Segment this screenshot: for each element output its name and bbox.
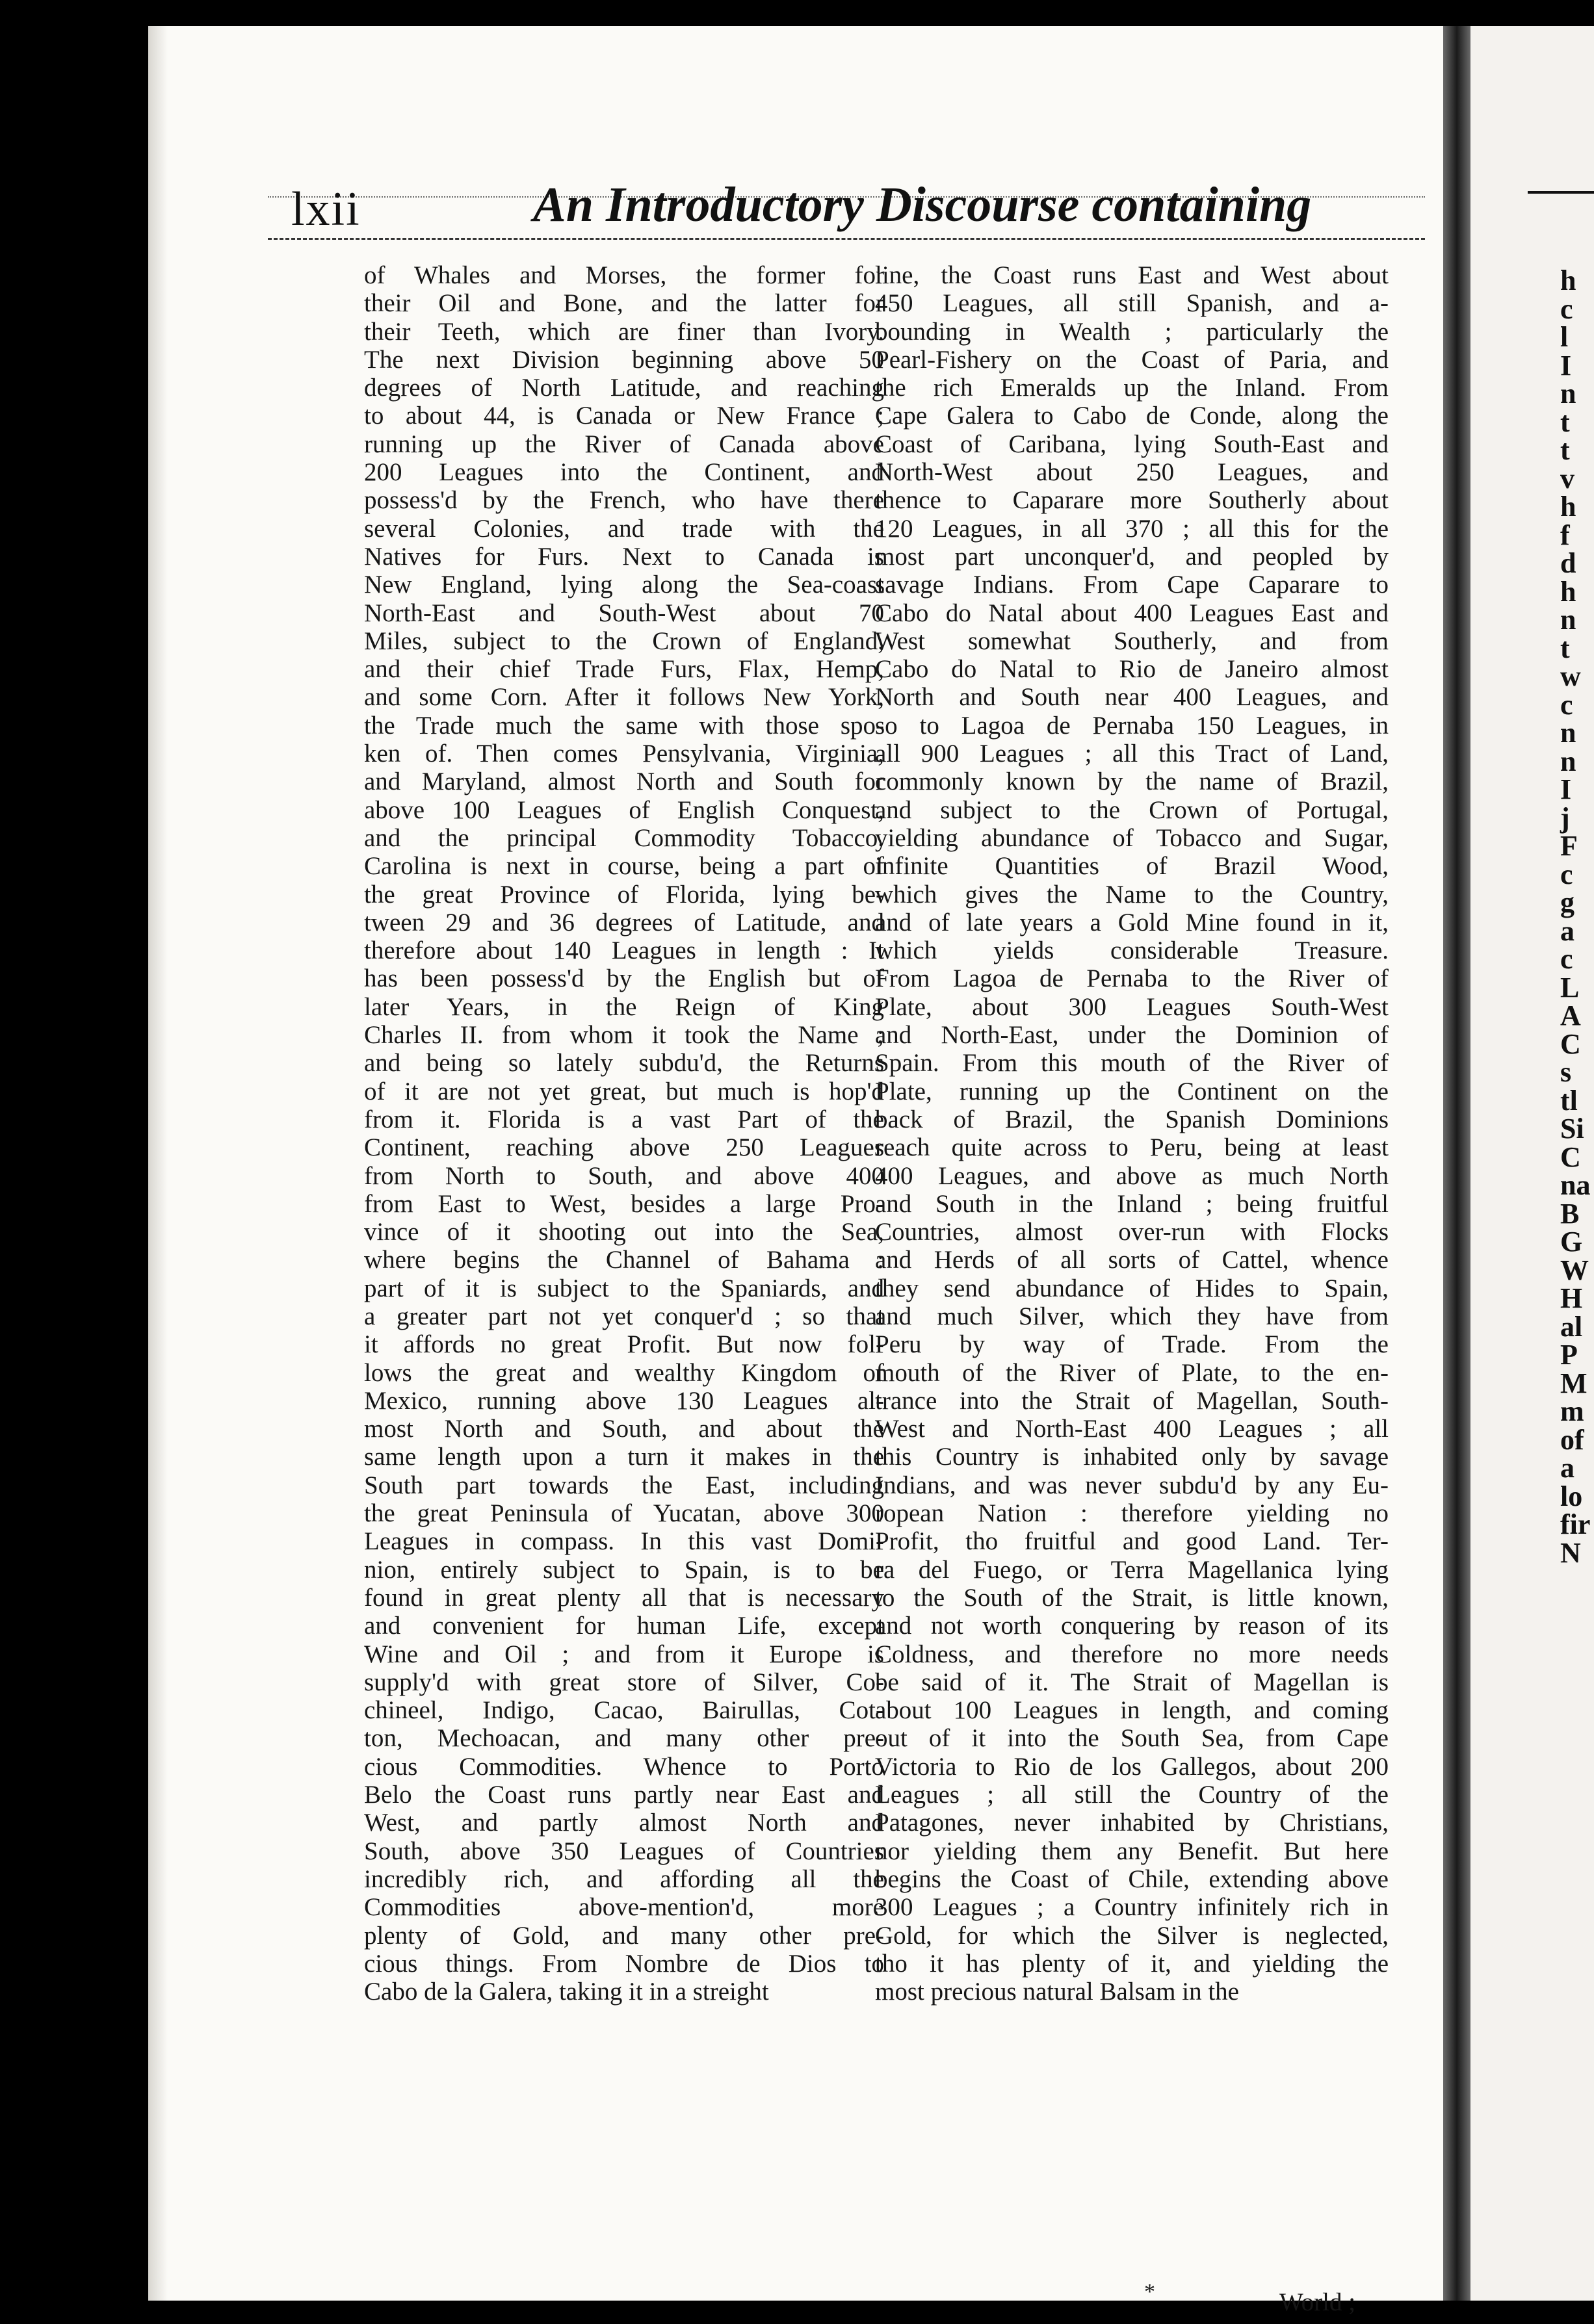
facing-fragment: lo	[1560, 1480, 1583, 1512]
text-line: Cabo do Natal to Rio de Janeiro almost	[875, 655, 1389, 684]
running-title: An Introductory Discourse containing	[533, 177, 1312, 232]
text-line: tho it has plenty of it, and yielding the	[875, 1949, 1389, 1978]
facing-fragment: Si	[1560, 1113, 1584, 1144]
text-line: possess'd by the French, who have there	[364, 486, 884, 515]
signature-mark: *	[1144, 2280, 1155, 2304]
text-line: Plate, running up the Continent on the	[875, 1077, 1389, 1105]
text-line: savage Indians. From Cape Caparare to	[875, 571, 1389, 599]
facing-fragment: fir	[1560, 1508, 1591, 1540]
text-line: of it are not yet great, but much is hop'd	[364, 1077, 884, 1105]
facing-fragment: C	[1560, 1027, 1581, 1060]
text-line: nor yielding them any Benefit. But here	[875, 1837, 1389, 1865]
facing-fragment: M	[1560, 1367, 1587, 1399]
text-line: back of Brazil, the Spanish Dominions	[875, 1105, 1389, 1133]
text-line: where begins the Channel of Bahama :	[364, 1246, 884, 1274]
text-line: be said of it. The Strait of Magellan is	[875, 1668, 1389, 1696]
text-line: therefore about 140 Leagues in length : It	[364, 936, 884, 965]
text-line: bounding in Wealth ; particularly the	[875, 317, 1389, 346]
left-column	[364, 261, 884, 2006]
facing-fragment: s	[1560, 1056, 1572, 1088]
text-line: West somewhat Southerly, and from	[875, 626, 1389, 655]
facing-fragment: G	[1560, 1226, 1583, 1258]
facing-fragment: n	[1560, 604, 1576, 636]
text-line: above 100 Leagues of English Conquest,	[364, 795, 884, 824]
text-line: a greater part not yet conquer'd ; so that	[364, 1302, 884, 1330]
text-line: cious things. From Nombre de Dios to	[364, 1949, 884, 1978]
facing-fragment: w	[1560, 660, 1581, 692]
text-line: lows the great and wealthy Kingdom of	[364, 1358, 884, 1387]
text-line: South, above 350 Leagues of Countries	[364, 1837, 884, 1865]
text-line: of Whales and Morses, the former for	[364, 261, 884, 289]
text-line: West and North-East 400 Leagues ; all	[875, 1415, 1389, 1443]
facing-fragment: c	[1560, 688, 1573, 721]
text-line: the great Province of Florida, lying be-	[364, 880, 884, 909]
text-line: ken of. Then comes Pensylvania, Virginia,	[364, 740, 884, 768]
facing-fragment: of	[1560, 1423, 1584, 1456]
text-line: From Lagoa de Pernaba to the River of	[875, 964, 1389, 993]
text-line: and subject to the Crown of Portugal,	[875, 795, 1389, 824]
facing-fragment: F	[1560, 830, 1578, 862]
text-line: Belo the Coast runs partly near East and	[364, 1781, 884, 1809]
text-line: from it. Florida is a vast Part of the	[364, 1105, 884, 1133]
text-line: out of it into the South Sea, from Cape	[875, 1724, 1389, 1753]
text-line: and being so lately subdu'd, the Returns	[364, 1049, 884, 1078]
facing-fragment: h	[1560, 575, 1576, 608]
text-line: and Herds of all sorts of Cattel, whence	[875, 1246, 1389, 1274]
text-line: Mexico, running above 130 Leagues al-	[364, 1386, 884, 1415]
text-line: to the South of the Strait, is little known,	[875, 1583, 1389, 1612]
text-line: Natives for Furs. Next to Canada is	[364, 542, 884, 571]
text-line: from East to West, besides a large Pro-	[364, 1189, 884, 1218]
text-line: North and South near 400 Leagues, and	[875, 683, 1389, 712]
text-line: the Trade much the same with those spo-	[364, 711, 884, 740]
facing-page-text-fragments	[1560, 266, 1594, 1567]
text-line: their Teeth, which are finer than Ivory.	[364, 317, 884, 346]
text-line: to about 44, is Canada or New France ;	[364, 402, 884, 430]
text-line: ra del Fuego, or Terra Magellanica lying	[875, 1555, 1389, 1584]
text-line: nion, entirely subject to Spain, is to be	[364, 1555, 884, 1584]
text-line: South part towards the East, including	[364, 1471, 884, 1499]
text-line: their Oil and Bone, and the latter for	[364, 289, 884, 318]
facing-fragment: t	[1560, 632, 1570, 664]
text-line: Gold, for which the Silver is neglected,	[875, 1921, 1389, 1950]
facing-page-rule	[1528, 191, 1594, 194]
text-line: cious Commodities. Whence to Porto	[364, 1752, 884, 1781]
facing-fragment: t	[1560, 406, 1570, 438]
text-line: Pearl-Fishery on the Coast of Paria, and	[875, 345, 1389, 374]
text-line: and convenient for human Life, except	[364, 1612, 884, 1640]
text-line: this Country is inhabited only by savage	[875, 1443, 1389, 1471]
text-line: trance into the Strait of Magellan, South-	[875, 1386, 1389, 1415]
facing-fragment: N	[1560, 1536, 1581, 1569]
text-line: vince of it shooting out into the Sea,	[364, 1218, 884, 1246]
facing-fragment: m	[1560, 1395, 1584, 1427]
text-line: Miles, subject to the Crown of England,	[364, 626, 884, 655]
text-line: Peru by way of Trade. From the	[875, 1330, 1389, 1359]
text-line: about 100 Leagues in length, and coming	[875, 1696, 1389, 1725]
text-line: the rich Emeralds up the Inland. From	[875, 374, 1389, 402]
text-line: 400 Leagues, and above as much North	[875, 1161, 1389, 1190]
text-line: they send abundance of Hides to Spain,	[875, 1274, 1389, 1302]
facing-fragment: na	[1560, 1169, 1591, 1201]
text-line: and of late years a Gold Mine found in it,	[875, 908, 1389, 936]
text-line: most precious natural Balsam in the	[875, 1978, 1239, 2006]
facing-fragment: n	[1560, 745, 1576, 777]
text-line: and some Corn. After it follows New York,	[364, 683, 884, 712]
text-line: and their chief Trade Furs, Flax, Hemp,	[364, 655, 884, 684]
facing-fragment: tl	[1560, 1084, 1578, 1117]
text-line: has been possess'd by the English but of	[364, 964, 884, 993]
facing-fragment: j	[1560, 801, 1570, 834]
text-line: so to Lagoa de Pernaba 150 Leagues, in	[875, 711, 1389, 740]
text-line: most North and South, and about the	[364, 1415, 884, 1443]
text-line: found in great plenty all that is necessary	[364, 1583, 884, 1612]
text-line: Charles II. from whom it took the Name ;	[364, 1021, 884, 1050]
text-line: mouth of the River of Plate, to the en-	[875, 1358, 1389, 1387]
header-rule	[268, 238, 1425, 240]
text-line: part of it is subject to the Spaniards, and	[364, 1274, 884, 1302]
text-line: Cabo de la Galera, taking it in a streight	[364, 1978, 769, 2006]
text-line: begins the Coast of Chile, extending above	[875, 1865, 1389, 1893]
right-column	[875, 261, 1389, 2006]
facing-fragment: C	[1560, 1141, 1581, 1173]
facing-fragment: f	[1560, 519, 1570, 551]
text-line: Leagues in compass. In this vast Domi-	[364, 1527, 884, 1556]
facing-fragment: A	[1560, 1000, 1581, 1031]
facing-fragment: c	[1560, 292, 1573, 325]
text-line: which yields considerable Treasure.	[875, 936, 1389, 965]
page-folio: lxii	[291, 183, 361, 236]
text-line: North-East and South-West about 70	[364, 599, 884, 627]
text-line: it affords no great Profit. But now fol-	[364, 1330, 884, 1359]
facing-fragment: t	[1560, 434, 1570, 466]
text-line: Coast of Caribana, lying South-East and	[875, 430, 1389, 458]
text-line: and South in the Inland ; being fruitful	[875, 1189, 1389, 1218]
facing-fragment: v	[1560, 462, 1574, 495]
text-line: degrees of North Latitude, and reaching	[364, 374, 884, 402]
text-line: yielding abundance of Tobacco and Sugar,	[875, 823, 1389, 852]
text-line: Cape Galera to Cabo de Conde, along the	[875, 402, 1389, 430]
text-line: and Maryland, almost North and South for	[364, 768, 884, 796]
text-line: New England, lying along the Sea-coast	[364, 571, 884, 599]
facing-fragment: c	[1560, 858, 1573, 890]
facing-fragment: g	[1560, 886, 1574, 918]
text-line: chineel, Indigo, Cacao, Bairullas, Cot-	[364, 1696, 884, 1725]
page-edge-shadow	[148, 26, 168, 2301]
text-line: 450 Leagues, all still Spanish, and a-	[875, 289, 1389, 318]
facing-fragment: d	[1560, 547, 1576, 579]
text-line: North-West about 250 Leagues, and	[875, 458, 1389, 487]
text-line: Cabo do Natal about 400 Leagues East and	[875, 599, 1389, 627]
facing-fragment: I	[1560, 773, 1572, 805]
text-line: Continent, reaching above 250 Leagues	[364, 1133, 884, 1162]
text-line: line, the Coast runs East and West about	[875, 261, 1389, 289]
text-line: several Colonies, and trade with the	[364, 514, 884, 543]
text-line: reach quite across to Peru, being at least	[875, 1133, 1389, 1162]
text-line: later Years, in the Reign of King	[364, 992, 884, 1021]
text-line: and not worth conquering by reason of its	[875, 1612, 1389, 1640]
text-line: supply'd with great store of Silver, Co-	[364, 1668, 884, 1696]
facing-fragment: n	[1560, 717, 1576, 749]
facing-fragment: H	[1560, 1282, 1583, 1314]
text-line: and North-East, under the Dominion of	[875, 1021, 1389, 1050]
text-line: the great Peninsula of Yucatan, above 300	[364, 1499, 884, 1528]
facing-fragment: al	[1560, 1310, 1583, 1343]
text-line: Countries, almost over-run with Flocks	[875, 1218, 1389, 1246]
text-line: most part unconquer'd, and peopled by	[875, 542, 1389, 571]
facing-fragment: c	[1560, 943, 1573, 975]
text-line: ton, Mechoacan, and many other pre-	[364, 1724, 884, 1753]
text-line: thence to Caparare more Southerly about	[875, 486, 1389, 515]
text-line: from North to South, and above 400	[364, 1161, 884, 1190]
text-line: infinite Quantities of Brazil Wood,	[875, 852, 1389, 881]
catchword: World ;	[1279, 2288, 1356, 2316]
text-line: commonly known by the name of Brazil,	[875, 768, 1389, 796]
text-line: plenty of Gold, and many other pre-	[364, 1921, 884, 1950]
facing-fragment: a	[1560, 1452, 1574, 1484]
facing-fragment: l	[1560, 321, 1569, 353]
text-line: West, and partly almost North and	[364, 1809, 884, 1837]
text-line: Plate, about 300 Leagues South-West	[875, 992, 1389, 1021]
text-line: ropean Nation : therefore yielding no	[875, 1499, 1389, 1528]
facing-fragment: h	[1560, 265, 1576, 296]
text-line: all 900 Leagues ; all this Tract of Land,	[875, 740, 1389, 768]
facing-fragment: L	[1560, 971, 1580, 1003]
facing-fragment: P	[1560, 1339, 1578, 1371]
text-line: Profit, tho fruitful and good Land. Ter-	[875, 1527, 1389, 1556]
facing-fragment: I	[1560, 349, 1572, 381]
text-line: which gives the Name to the Country,	[875, 880, 1389, 909]
text-line: Indians, and was never subdu'd by any Eu-	[875, 1471, 1389, 1499]
facing-fragment: W	[1560, 1254, 1589, 1286]
text-line: tween 29 and 36 degrees of Latitude, and	[364, 908, 884, 936]
text-line: Victoria to Rio de los Gallegos, about 200	[875, 1752, 1389, 1781]
text-line: and much Silver, which they have from	[875, 1302, 1389, 1330]
text-line: The next Division beginning above 50	[364, 345, 884, 374]
book-gutter	[1443, 26, 1470, 2301]
text-line: Commodities above-mention'd, more	[364, 1893, 884, 1922]
text-line: incredibly rich, and affording all the	[364, 1865, 884, 1893]
text-line: 300 Leagues ; a Country infinitely rich in	[875, 1893, 1389, 1922]
facing-fragment: h	[1560, 491, 1576, 523]
text-line: 120 Leagues, in all 370 ; all this for the	[875, 514, 1389, 543]
text-line: Carolina is next in course, being a part of	[364, 852, 884, 881]
text-line: running up the River of Canada above	[364, 430, 884, 458]
text-line: Patagones, never inhabited by Christians,	[875, 1809, 1389, 1837]
facing-fragment: n	[1560, 378, 1576, 409]
text-line: Coldness, and therefore no more needs	[875, 1640, 1389, 1668]
text-line: 200 Leagues into the Continent, and	[364, 458, 884, 487]
text-line: Wine and Oil ; and from it Europe is	[364, 1640, 884, 1668]
text-line: Leagues ; all still the Country of the	[875, 1781, 1389, 1809]
facing-fragment: B	[1560, 1197, 1580, 1230]
text-line: same length upon a turn it makes in the	[364, 1443, 884, 1471]
text-line: and the principal Commodity Tobacco.	[364, 823, 884, 852]
facing-fragment: a	[1560, 914, 1574, 947]
text-line: Spain. From this mouth of the River of	[875, 1049, 1389, 1078]
